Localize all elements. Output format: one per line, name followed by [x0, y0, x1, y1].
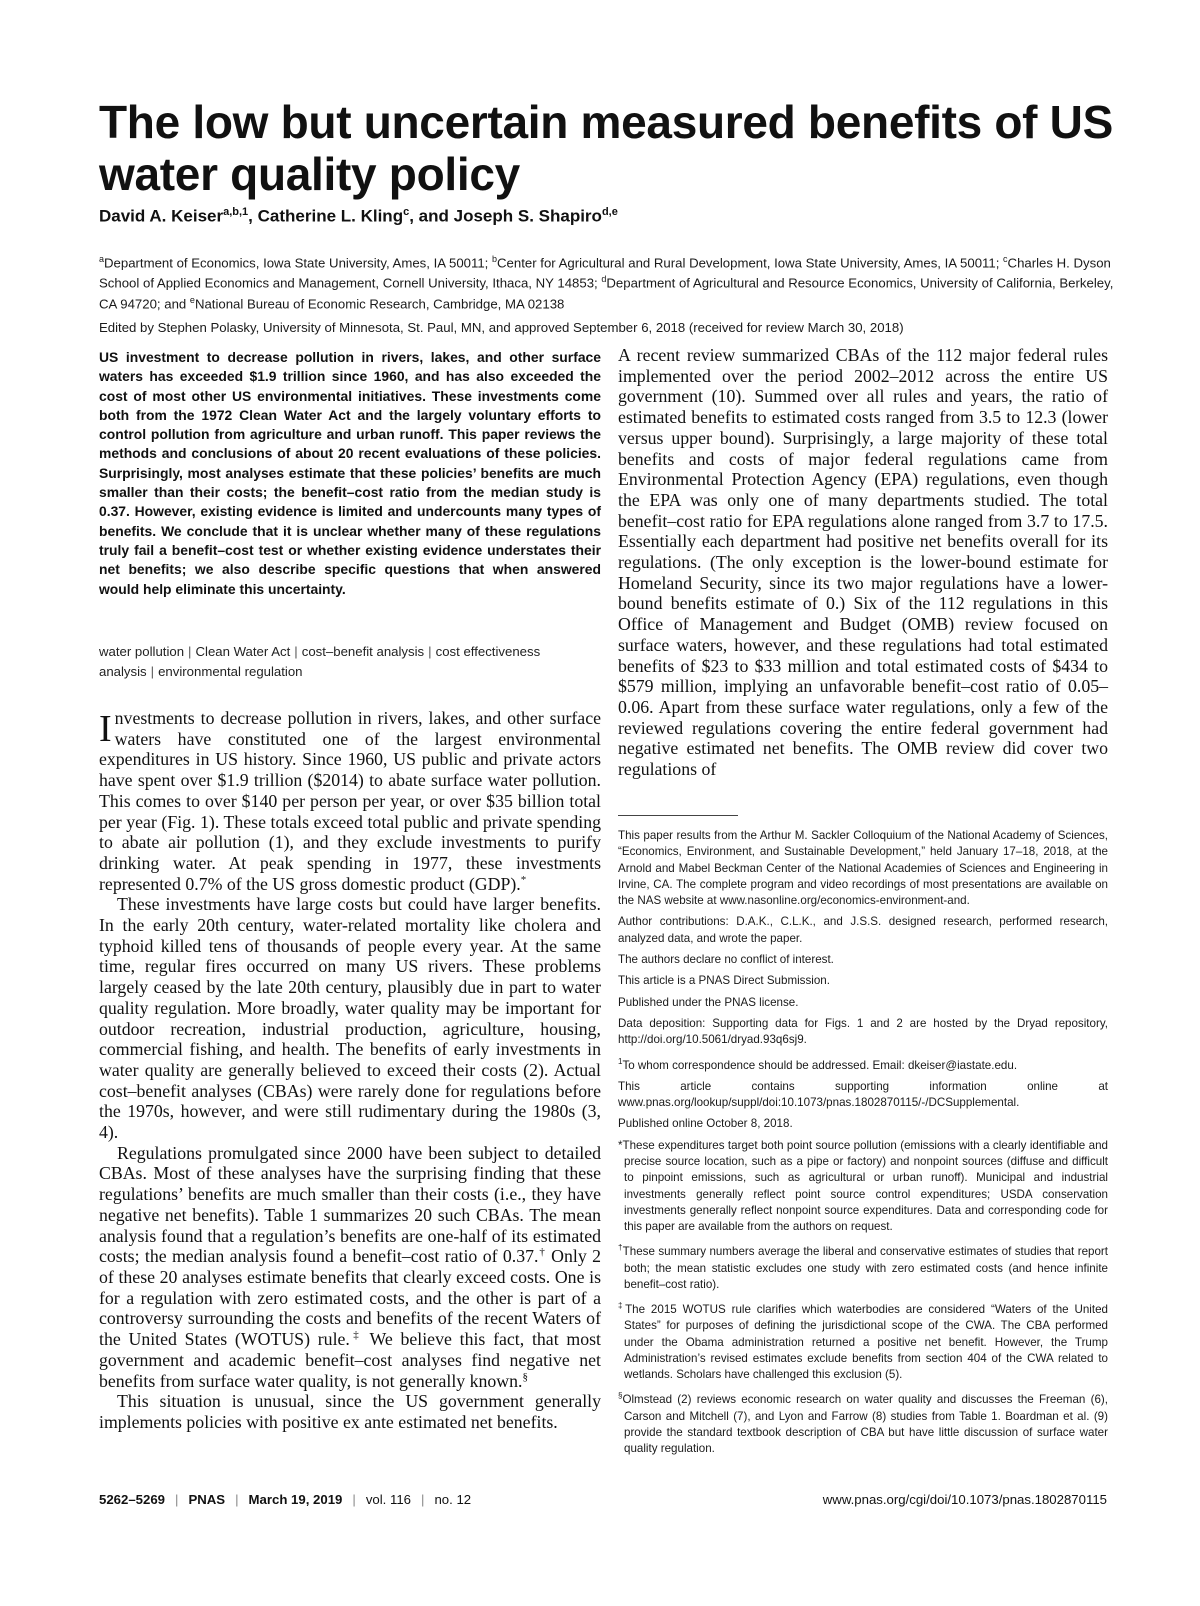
body-paragraph [99, 1143, 601, 1391]
body-paragraph [99, 708, 601, 894]
keyword: cost–benefit analysis [301, 644, 425, 659]
body-paragraph: A recent review summarized CBAs of the 112 major federal rules implemented over the period 2002–2012 across the entire US government (10). Summed over all rules and years, the ratio of estimated benefits to estimated costs ranged from 3.5 to 12.3 (lower versus upper bound). Surprisingly, a large majority of these total benefits and costs of major federal regulations came from Environmental Protection Agency (EPA) regulations, even though the EPA was only one of many departments studied. The total benefit–cost ratio for EPA regulations alone ranged from 3.7 to 17.5. Essentially each department had positive net benefits overall for its regulations. (The only exception is the lower-bound estimate for Homeland Security, since its two major regulations have a lower-bound benefits estimate of 0.) Six of the 112 regulations in this Office of Management and Budget (OMB) review focused on surface waters, however, and these regulations had total estimated benefits of $23 to $33 million and total estimated costs of $434 to $579 million, implying an unfavorable benefit–cost ratio of 0.05–0.06. Apart from these surface water regulations, only a few of the reviewed regulations covering the entire federal government had negative estimated net benefits. The OMB review did cover two regulations of [618, 345, 1108, 780]
drop-cap: I [99, 708, 112, 750]
affiliation-marker: a [99, 254, 105, 264]
journal-name: PNAS [188, 1492, 226, 1507]
footnote-marker: † [618, 1243, 623, 1253]
affiliation-marker: b [492, 254, 498, 264]
affiliation-marker: c [403, 206, 410, 218]
footnote-marker: 1 [618, 1056, 623, 1066]
abstract: US investment to decrease pollution in rivers, lakes, and other surface waters has exceeded $1.9 trillion since 1960, and has also exceeded the cost of most other US environmental initiatives. These investments come both from the 1972 Clean Water Act and the largely voluntary efforts to control pollution from agriculture and urban runoff. This paper reviews the methods and conclusions of about 20 recent evaluations of these policies. Surprisingly, most analyses estimate that these policies’ benefits are much smaller than their costs; the benefit–cost ratio from the median study is 0.37. However, existing evidence is limited and undercounts many types of benefits. We conclude that it is unclear whether many of these regulations truly fail a benefit–cost test or whether existing evidence understates their net benefits; we also describe specific questions that when answered would help eliminate this uncertainty. [99, 349, 601, 597]
keyword: environmental regulation [158, 664, 303, 679]
colloquium-note: This paper results from the Arthur M. Sackler Colloquium of the National Academy of Sciences, “Economics, Environment, and Sustainable Development,” held January 17–18, 2018, at the Arnold and Mabel Beckman Center of the National Academies of Sciences and Engineering in Irvine, CA. The complete program and video recordings of most presentations are available on the NAS website at www.nasonline.org/economics-environment-and. [618, 829, 1108, 908]
affiliation-marker: a,b,1 [223, 206, 249, 218]
volume: vol. 116 [365, 1492, 412, 1507]
footnote [618, 1388, 1108, 1457]
issue-number: no. 12 [434, 1492, 472, 1507]
footnote [618, 1240, 1108, 1293]
affiliation-text: National Bureau of Economic Research, Cambridge, MA 02138 [194, 296, 565, 312]
issue-date: March 19, 2019 [248, 1492, 343, 1507]
footnote-text: Olmstead (2) reviews economic research on water quality and discusses the Freeman (6), Carson and Mitchell (7), and Lyon and Farrow (8) studies from Table 1. Boardman et al. (9) provide the standard textbook description of CBA but have little discussion of surface water quality regulation. [622, 1393, 1108, 1456]
keyword-separator: | [150, 664, 155, 679]
keyword-separator: | [294, 644, 298, 659]
keyword: Clean Water Act [195, 644, 291, 659]
footnote-marker: § [618, 1391, 623, 1401]
data-deposition: Data deposition: Supporting data for Figs. 1 and 2 are hosted by the Dryad repository, http://doi.org/10.5061/dryad.93q6sj9. [618, 1016, 1108, 1047]
author-contributions: Author contributions: D.A.K., C.L.K., and J.S.S. designed research, performed research, analyzed data, and wrote the paper. [618, 915, 1108, 945]
footnote-marker: * [520, 873, 527, 886]
footnote [618, 1138, 1108, 1236]
affiliation-marker: d [601, 274, 607, 285]
affiliation-marker: e [189, 294, 195, 305]
footer-divider: | [175, 1492, 179, 1507]
affiliation-text: Department of Agricultural and Resource Economics, University of California, Berkeley, CA 94720; and [99, 275, 1114, 312]
page-range: 5262–5269 [99, 1492, 166, 1507]
keyword: cost effectiveness analysis [99, 644, 541, 679]
footnote-marker: ‡ [618, 1301, 626, 1311]
affiliation-marker: c [1003, 254, 1008, 264]
license-note: Published under the PNAS license. [618, 995, 799, 1009]
published-online-note: Published online October 8, 2018. [618, 1117, 793, 1131]
author-separator: , [248, 206, 258, 226]
footnote-marker: † [538, 1246, 546, 1259]
doi-link[interactable]: www.pnas.org/cgi/doi/10.1073/pnas.1802870115 [822, 1492, 1107, 1507]
footnote-marker: ‡ [349, 1329, 363, 1342]
conflict-statement: The authors declare no conflict of interest. [618, 953, 834, 967]
correspondence-note [618, 1054, 1108, 1074]
paper-title: The low but uncertain measured benefits of US water quality policy [99, 96, 1113, 200]
paragraph-text: Only 2 of these 20 analyses estimate benefits that clearly exceed costs. One is for a regulation with zero estimated costs, and the other is part of a controversy surrounding the costs and benefits of the recent Waters of the United States (WOTUS) rule. [99, 1246, 602, 1350]
affiliation-text: Center for Agricultural and Rural Development, Iowa State University, Ames, IA 50011; [497, 255, 1004, 271]
affiliation-text: Charles H. Dyson School of Applied Economics and Management, Cornell University, Ithaca, NY 14853; [99, 255, 1111, 291]
page-footer-left [99, 1492, 471, 1507]
footnote-text: These expenditures target both point source pollution (emissions with a clearly identifiable and precise source location, such as a pipe or factory) and nonpoint sources (diffuse and difficult to pinpoint emissions, such as agricultural or urban runoff). Municipal and industrial investments generally reflect point source control expenditures; USDA conservation investments generally reflect nonpoint source expenditures. Data and corresponding code for this paper are available from the authors on request. [622, 1138, 1108, 1234]
paragraph-text: Regulations promulgated since 2000 have been subject to detailed CBAs. Most of these analyses have the surprising finding that these regulations’ benefits are much smaller than their costs (i.e., they have negative net benefits). Table 1 summarizes 20 such CBAs. The mean analysis found that a regulation’s benefits are one-half of its estimated costs; the median analysis found a benefit–cost ratio of 0.37. [99, 1142, 601, 1267]
footer-divider: | [421, 1492, 425, 1507]
footnote-marker: § [522, 1370, 528, 1383]
keywords [99, 642, 601, 682]
affiliation-text: Department of Economics, Iowa State University, Ames, IA 50011; [104, 255, 493, 271]
affiliations [99, 251, 1129, 312]
author-name: Catherine L. Kling [257, 206, 404, 226]
keyword-separator: | [188, 644, 192, 659]
author-list [99, 206, 618, 227]
author-name: Joseph S. Shapiro [453, 206, 602, 226]
keyword: water pollution [99, 644, 185, 659]
footnote-divider [618, 815, 738, 816]
keyword-separator: | [428, 644, 432, 659]
note-text: To whom correspondence should be addressed. Email: dkeiser@iastate.edu. [622, 1058, 1018, 1072]
paragraph-text: nvestments to decrease pollution in rivers, lakes, and other surface waters have constituted one of the largest environmental expenditures in US history. Since 1960, US public and private actors have spent over $1.9 trillion ($2014) to abate surface water pollution. This comes to over $140 per person per year, or over $35 billion total per year (Fig. 1). These totals exceed total public and private spending to abate air pollution (1), and they exclude investments to purify drinking water. At peak spending in 1977, these investments represented 0.7% of the US gross domestic product (GDP). [99, 708, 601, 894]
body-paragraph: This situation is unusual, since the US government generally implements policies with positive ex ante estimated net benefits. [99, 1391, 601, 1432]
body-text-left-column [99, 708, 601, 1433]
footer-divider: | [352, 1492, 356, 1507]
author-name: David A. Keiser [99, 206, 224, 226]
body-text-right-column [618, 345, 1108, 780]
edited-by-line: Edited by Stephen Polasky, University of Minnesota, St. Paul, MN, and approved September 6, 2018 (received for review March 30, 2018) [99, 320, 904, 335]
supporting-info-note: This article contains supporting information online at www.pnas.org/lookup/suppl/doi:10.1073/pnas.1802870115/-/DCSupplemental. [618, 1079, 1108, 1110]
submission-note: This article is a PNAS Direct Submission. [618, 974, 830, 988]
body-paragraph: These investments have large costs but could have larger benefits. In the early 20th century, water-related mortality like cholera and typhoid killed tens of thousands of people every year. At the same time, regular fires occurred on many US rivers. These problems largely ceased by the late 20th century, plausibly due in part to water quality regulation. More broadly, water quality may be important for outdoor recreation, industrial production, agriculture, housing, commercial fishing, and health. The benefits of early investments in water quality are generally believed to exceed their costs (2). Actual cost–benefit analyses (CBAs) were rarely done for regulations before the 1970s, however, and were still rudimentary during the 1980s (3, 4). [99, 894, 601, 1143]
affiliation-marker: d,e [601, 206, 618, 218]
article-notes [618, 828, 1108, 1463]
footnote-text: The 2015 WOTUS rule clarifies which waterbodies are considered “Waters of the United States” for purposes of defining the jurisdictional scope of the CWA. The CBA performed under the Obama administration returned a positive net benefit. However, the Trump Administration’s revised estimates exclude benefits from section 404 of the CWA related to wetlands. Scholars have challenged this exclusion (5). [624, 1303, 1109, 1382]
author-separator: , and [409, 206, 454, 226]
footnote-text: These summary numbers average the liberal and conservative estimates of studies that report both; the mean statistic excludes one study with zero estimated costs (and hence infinite benefit–cost ratio). [622, 1245, 1108, 1291]
footnote-marker: * [618, 1138, 623, 1152]
footnote [618, 1298, 1108, 1383]
paragraph-text: We believe this fact, that most government and academic benefit–cost analyses find negative net benefits from surface water quality, is not generally known. [99, 1329, 601, 1391]
footer-divider: | [235, 1492, 239, 1507]
